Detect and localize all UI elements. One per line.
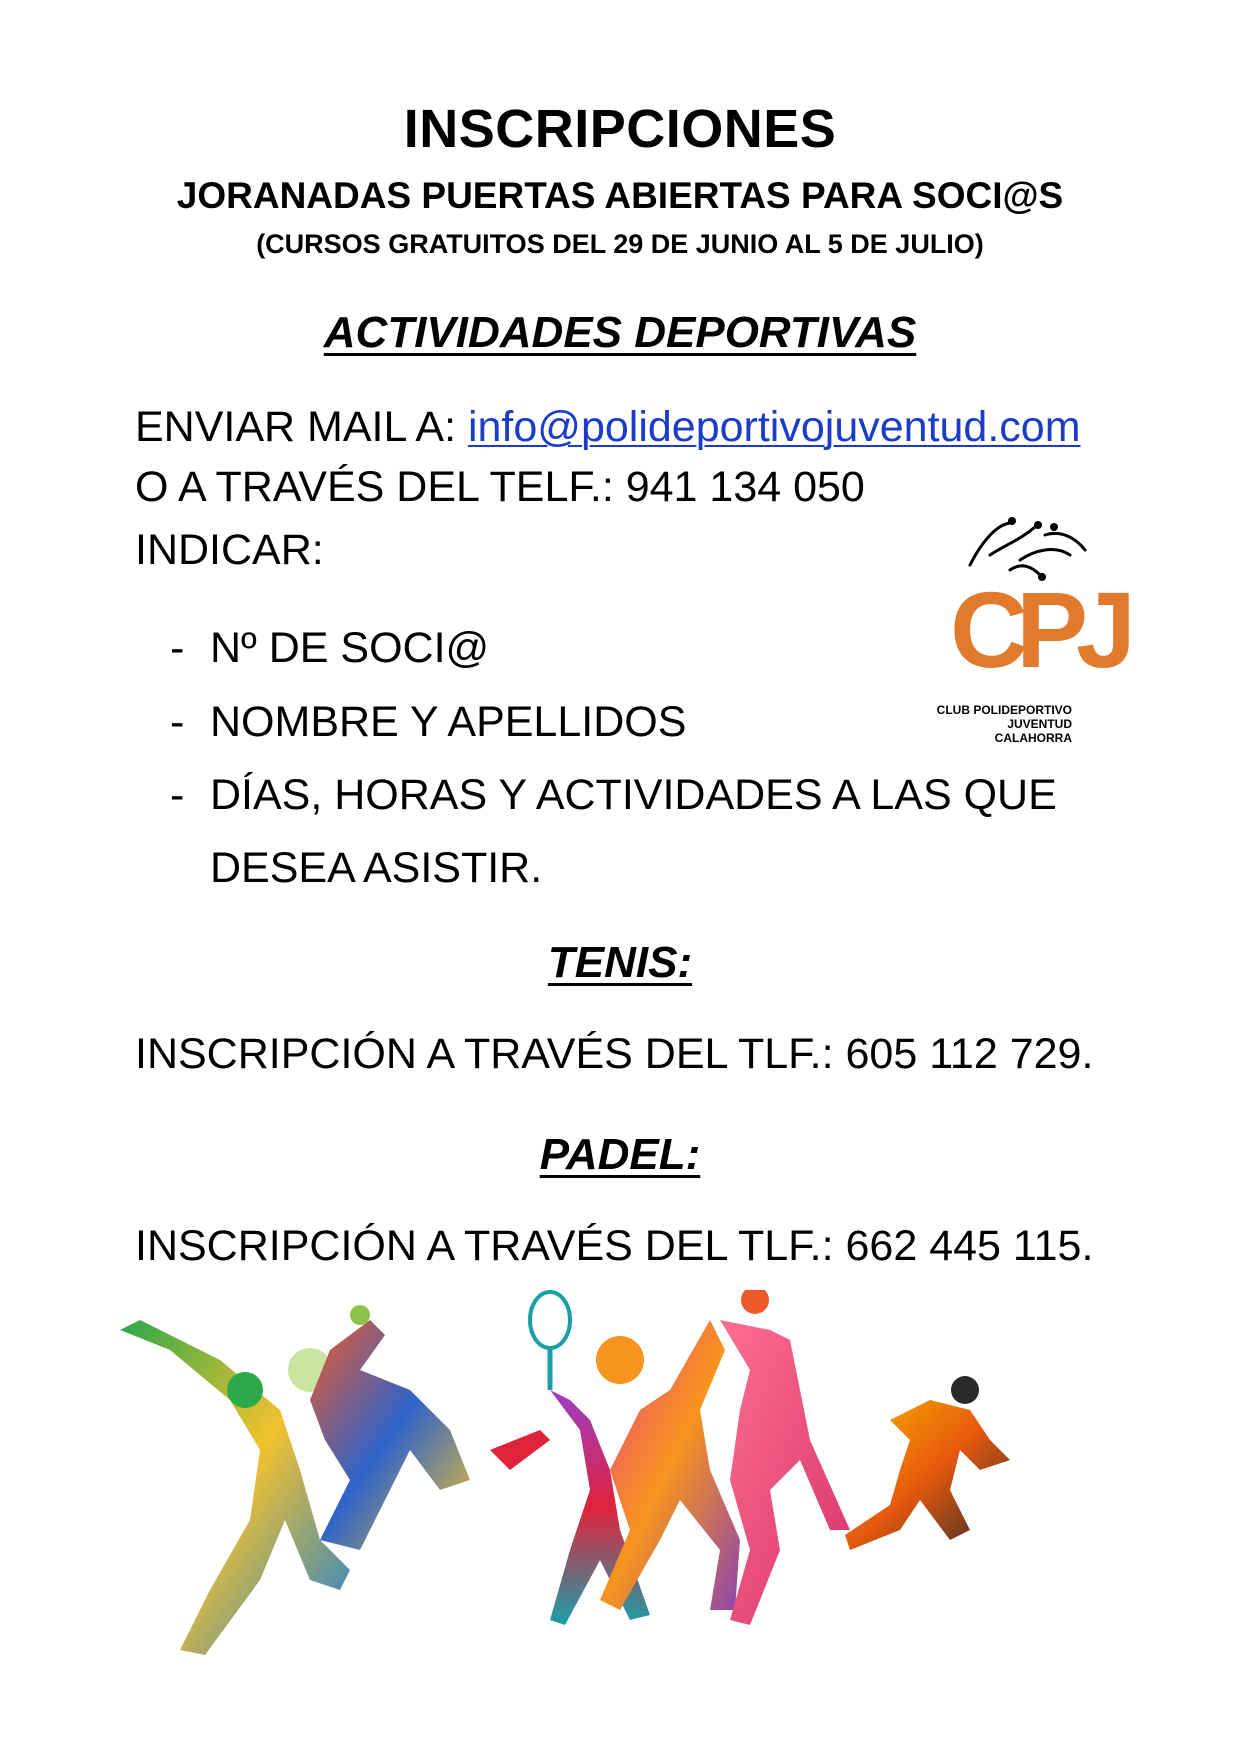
club-logo: [936, 515, 1125, 755]
padel-phone-line: INSCRIPCIÓN A TRAVÉS DEL TLF.: 662 445 115.: [135, 1222, 1094, 1270]
sports-athletes-illustration: [110, 1290, 1110, 1670]
list-item-text: Nº DE SOCI@: [210, 624, 490, 672]
bullet-dash: -: [170, 698, 185, 746]
club-name-line: CLUB POLIDEPORTIVO: [936, 703, 1072, 717]
padel-heading: PADEL:: [539, 1130, 701, 1179]
athlete-handball-figure: [720, 1290, 850, 1625]
list-item-text: DÍAS, HORAS Y ACTIVIDADES A LAS QUE: [210, 771, 1057, 819]
section-heading-padel: [0, 1130, 1240, 1180]
page-title: INSCRIPCIONES: [403, 99, 837, 159]
logo-letters: CPJ: [950, 569, 1125, 690]
list-item-text: NOMBRE Y APELLIDOS: [210, 698, 687, 746]
athlete-football-figure: [596, 1320, 740, 1610]
phone-line: O A TRAVÉS DEL TELF.: 941 134 050: [135, 463, 865, 511]
club-name-line: JUVENTUD: [1007, 717, 1072, 731]
list-item-continuation: DESEA ASISTIR.: [210, 844, 543, 892]
indicate-label: INDICAR:: [135, 526, 324, 574]
athlete-runner-figure: [845, 1376, 1010, 1550]
club-name: [912, 703, 1072, 745]
tenis-phone-line: INSCRIPCIÓN A TRAVÉS DEL TLF.: 605 112 729.: [135, 1030, 1094, 1078]
mail-instruction: [135, 403, 1081, 452]
club-name-line: CALAHORRA: [994, 731, 1072, 745]
page-subtitle: JORANADAS PUERTAS ABIERTAS PARA SOCI@S: [176, 175, 1064, 216]
bullet-dash: -: [170, 624, 185, 672]
mail-prefix: ENVIAR MAIL A:: [135, 403, 468, 451]
activities-heading: ACTIVIDADES DEPORTIVAS: [323, 308, 917, 357]
section-heading-tenis: [0, 938, 1240, 988]
email-link[interactable]: info@polideportivojuventud.com: [467, 403, 1081, 451]
bullet-dash: -: [170, 771, 185, 819]
course-dates: (CURSOS GRATUITOS DEL 29 DE JUNIO AL 5 DE JULIO): [256, 229, 984, 259]
tenis-heading: TENIS:: [547, 938, 693, 987]
section-heading-activities: [0, 308, 1240, 358]
athlete-basketball-figure: [288, 1305, 470, 1550]
